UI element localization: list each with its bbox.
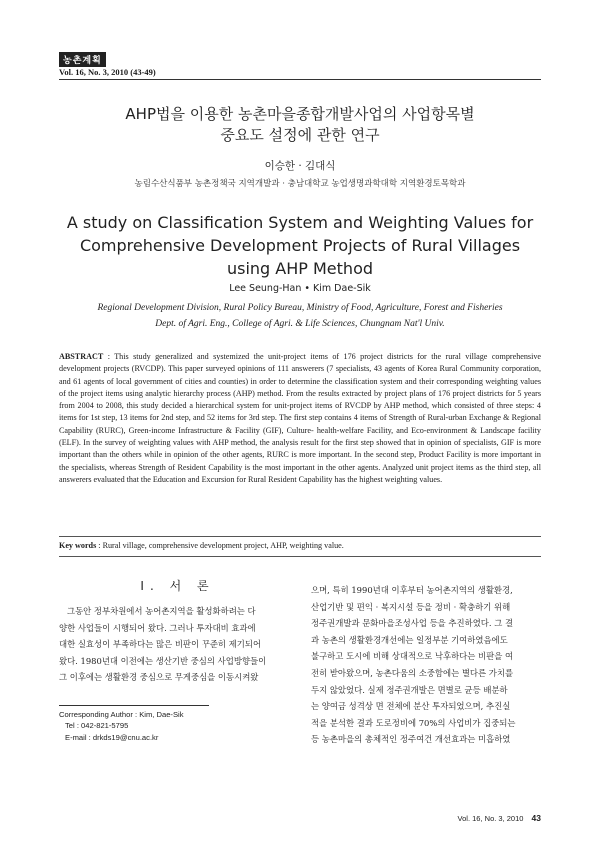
page-number: 43: [531, 813, 541, 823]
korean-authors: 이승한 · 김대식: [264, 160, 336, 172]
body-line: 전히 받아왔으며, 농촌다움의 소중함에는 별다른 가치를: [311, 667, 514, 678]
body-line: 대한 실효성이 부족하다는 많은 비판이 꾸준히 제기되어: [59, 639, 262, 650]
english-title-line-3: using AHP Method: [226, 259, 374, 278]
body-line: 등 농촌마을의 총체적인 정주여건 개선효과는 미흡하였: [311, 734, 511, 745]
body-column-left: [59, 603, 299, 686]
keywords-text: : Rural village, comprehensive development project, AHP, weighting value.: [98, 541, 344, 550]
page-footer: [458, 813, 541, 823]
body-line: 으며, 특히 1990년대 이후부터 농어촌지역의 생활환경,: [311, 585, 513, 595]
korean-title-line-1: AHP법을 이용한 농촌마을종합개발사업의 사업항목별: [125, 105, 475, 123]
english-affiliation-line-1: Regional Development Division, Rural Policy Bureau, Ministry of Food, Agriculture, Forest and Fisheries: [97, 303, 503, 313]
korean-title-line-2: 중요도 설정에 관한 연구: [220, 126, 380, 144]
keywords-top-rule: [59, 536, 541, 537]
header-rule: [59, 79, 541, 80]
keywords-label: Key words: [59, 541, 97, 550]
english-title-line-1: A study on Classification System and Weighting Values for: [66, 213, 534, 232]
body-line: 는 양여금 성격상 면 전체에 분산 투자되었으며, 추진실: [311, 701, 511, 712]
footer-issue: Vol. 16, No. 3, 2010: [457, 814, 524, 823]
body-column-right: [311, 582, 543, 748]
keywords-bottom-rule: [59, 556, 541, 557]
corresponding-tel: Tel : 042-821-5795: [65, 721, 129, 731]
body-line: 그동안 정부차원에서 농어촌지역을 활성화하려는 다: [67, 606, 256, 616]
keywords: [59, 541, 541, 550]
body-line: 그 이후에는 생활환경 중심으로 무게중심을 이동시켜왔: [59, 672, 259, 683]
body-line: 정주권개발과 문화마을조성사업 등을 추진하였다. 그 결: [311, 618, 514, 629]
body-line: 과 농촌의 생활환경개선에는 일정부분 기여하였음에도: [311, 634, 508, 645]
body-line: 두지 않았었다. 실제 정주권개발은 면별로 균등 배분하: [311, 684, 508, 695]
journal-badge: 농촌계획: [59, 52, 106, 67]
english-title-line-2: Comprehensive Development Projects of Rural Villages: [79, 236, 521, 255]
abstract: [59, 351, 541, 486]
corresponding-email: E-mail : drkds19@cnu.ac.kr: [65, 732, 159, 742]
abstract-text: : This study generalized and systemized the unit-project items of 176 project districts for the rural village comprehensive development projects (RVCDP). This paper surveyed opinions of 111 answerers (7 specialists, 43 agents of Korea Rural Community corporation, and 61 agents of local government of cities and counties) in order to determine the classification system and their corresponding weighting values of the project items using analytic hierarchy process (AHP) method. From the results extracted by project plans of 176 project districts for 5 years from 2004 to 2008, this study decided a hierarchical system for unit-project items of RVCDP by AHP method, which consisted of three steps: 4 items for 1st step, 13 items for 2nd step, and 52 items for 3rd step. The first step contains 4 items of Strength of Rural-urban Exchange & Regional Capability (RURC), Green-income Infrastructure & Facility (GIF), Culture- health-welfare Facility, and Eco-environment & Landscape facility (ELF). In the survey of weighting values with AHP method, the analysis result for the first step showed that in opinion of specialists, GIF is more important than the others while in opinion of the other agents, RURC is more important. In the second step, Product Facility is more important in the specialists, whereas Strength of Resident Capability is the most important in the other agents. Analyzed unit project items as the third step, all answerers evaluated that the Education and Excursion for Rural Resident Capability has the highest weighting values.: [59, 352, 542, 484]
corresponding-author: Corresponding Author : Kim, Dae-Sik: [59, 710, 184, 719]
correspondence-block: [59, 709, 184, 743]
journal-volume-line: Vol. 16, No. 3, 2010 (43-49): [59, 67, 156, 77]
body-line: 불구하고 도시에 비해 상대적으로 낙후하다는 비판을 여: [311, 651, 514, 662]
body-line: 왔다. 1980년대 이전에는 생산기반 중심의 사업방향들이: [59, 655, 267, 666]
korean-affiliation: 농림수산식품부 농촌정책국 지역개발과 · 충남대학교 농업생명과학대학 지역환경토목학과: [134, 179, 466, 189]
abstract-label: ABSTRACT: [59, 352, 104, 361]
body-line: 적을 분석한 결과 도로정비에 70%의 사업비가 집중되는: [311, 717, 516, 728]
body-line: 산업기반 및 편익 · 복지시설 등을 정비 · 확충하기 위해: [311, 601, 511, 612]
correspondence-rule: [59, 705, 209, 706]
body-line: 양한 사업들이 시행되어 왔다. 그러나 투자대비 효과에: [59, 622, 256, 633]
english-affiliation-line-2: Dept. of Agri. Eng., College of Agri. & Life Sciences, Chungnam Nat'l Univ.: [155, 319, 445, 329]
english-authors: Lee Seung-Han • Kim Dae-Sik: [229, 283, 371, 294]
section-heading-introduction: I. 서 론: [140, 579, 215, 593]
